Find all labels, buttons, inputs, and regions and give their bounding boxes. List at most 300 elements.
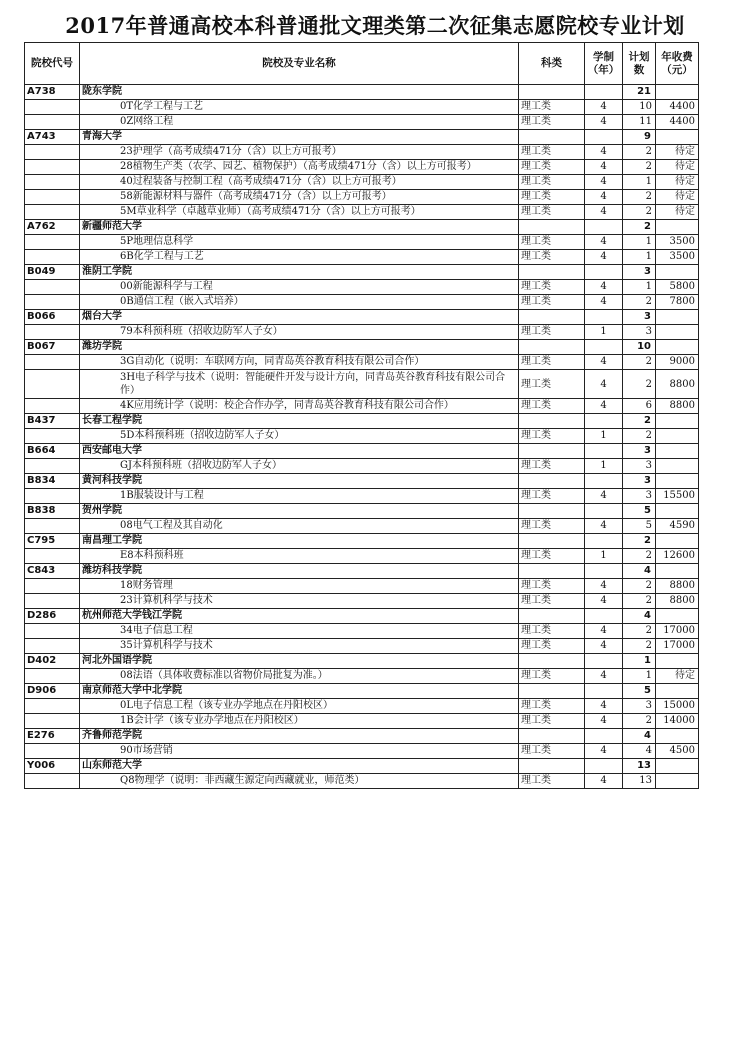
major-name: 0Z网络工程 [80,115,519,130]
school-code: D402 [25,654,80,669]
major-duration: 1 [585,429,623,444]
major-plan: 6 [623,399,656,414]
school-fee-empty [656,265,699,280]
major-plan: 2 [623,594,656,609]
school-name: 南京师范大学中北学院 [80,684,519,699]
school-duration-empty [585,414,623,429]
major-row [25,190,699,205]
major-code-empty [25,160,80,175]
major-fee: 7800 [656,295,699,310]
major-category: 理工类 [519,429,585,444]
major-name: 5P地理信息科学 [80,235,519,250]
major-duration: 4 [585,355,623,370]
major-category: 理工类 [519,235,585,250]
school-total-plan: 2 [623,220,656,235]
school-fee-empty [656,684,699,699]
school-duration-empty [585,85,623,100]
major-plan: 2 [623,355,656,370]
major-code-empty [25,549,80,564]
major-name: 0B通信工程（嵌入式培养） [80,295,519,310]
major-plan: 2 [623,639,656,654]
major-row [25,205,699,220]
school-code: E276 [25,729,80,744]
major-fee: 待定 [656,190,699,205]
school-name: 长春工程学院 [80,414,519,429]
school-row [25,759,699,774]
major-name: 40过程装备与控制工程（高考成绩471分（含）以上方可报考） [80,175,519,190]
major-duration: 4 [585,250,623,265]
school-row [25,504,699,519]
major-fee: 4590 [656,519,699,534]
major-code-empty [25,744,80,759]
major-fee: 3500 [656,250,699,265]
major-name: 5D本科预科班（招收边防军人子女） [80,429,519,444]
major-plan: 1 [623,280,656,295]
major-code-empty [25,355,80,370]
school-total-plan: 4 [623,609,656,624]
school-category-empty [519,474,585,489]
major-row [25,549,699,564]
school-row [25,220,699,235]
major-duration: 4 [585,160,623,175]
major-plan: 5 [623,519,656,534]
major-category: 理工类 [519,115,585,130]
major-duration: 4 [585,399,623,414]
major-plan: 1 [623,250,656,265]
major-code-empty [25,399,80,414]
major-code-empty [25,774,80,789]
major-duration: 4 [585,235,623,250]
major-name: GJ本科预科班（招收边防军人子女） [80,459,519,474]
school-row [25,564,699,579]
school-fee-empty [656,444,699,459]
major-duration: 4 [585,100,623,115]
major-duration: 4 [585,699,623,714]
major-row [25,594,699,609]
major-fee: 待定 [656,205,699,220]
school-total-plan: 9 [623,130,656,145]
major-plan: 1 [623,235,656,250]
major-code-empty [25,639,80,654]
school-duration-empty [585,340,623,355]
school-duration-empty [585,220,623,235]
school-name: 南昌理工学院 [80,534,519,549]
major-plan: 2 [623,624,656,639]
school-category-empty [519,444,585,459]
major-row [25,579,699,594]
major-category: 理工类 [519,549,585,564]
major-row [25,429,699,444]
major-fee: 4400 [656,115,699,130]
school-duration-empty [585,564,623,579]
major-duration: 4 [585,115,623,130]
major-category: 理工类 [519,519,585,534]
major-fee [656,429,699,444]
major-fee: 4500 [656,744,699,759]
school-fee-empty [656,130,699,145]
school-row [25,310,699,325]
school-category-empty [519,684,585,699]
major-duration: 1 [585,459,623,474]
school-fee-empty [656,759,699,774]
major-row [25,714,699,729]
major-category: 理工类 [519,325,585,340]
major-category: 理工类 [519,370,585,399]
major-plan: 13 [623,774,656,789]
major-duration: 4 [585,594,623,609]
school-duration-empty [585,729,623,744]
major-category: 理工类 [519,669,585,684]
school-total-plan: 1 [623,654,656,669]
school-name: 山东师范大学 [80,759,519,774]
school-code: D286 [25,609,80,624]
major-fee: 8800 [656,579,699,594]
major-row [25,325,699,340]
school-total-plan: 13 [623,759,656,774]
major-name: 1B服装设计与工程 [80,489,519,504]
page-title: 2017年普通高校本科普通批文理类第二次征集志愿院校专业计划 [65,13,685,38]
school-fee-empty [656,474,699,489]
major-name: 34电子信息工程 [80,624,519,639]
major-name: Q8物理学（说明：非西藏生源定向西藏就业，师范类） [80,774,519,789]
major-plan: 2 [623,145,656,160]
major-fee: 14000 [656,714,699,729]
major-plan: 2 [623,190,656,205]
major-code-empty [25,429,80,444]
major-duration: 4 [585,205,623,220]
major-duration: 1 [585,549,623,564]
school-category-empty [519,414,585,429]
major-category: 理工类 [519,624,585,639]
school-category-empty [519,564,585,579]
major-plan: 3 [623,699,656,714]
major-row [25,669,699,684]
major-name: 1B会计学（该专业办学地点在丹阳校区） [80,714,519,729]
major-category: 理工类 [519,639,585,654]
header-duration: 学制（年） [585,43,623,85]
major-category: 理工类 [519,399,585,414]
major-name: 08电气工程及其自动化 [80,519,519,534]
major-fee: 17000 [656,639,699,654]
major-row [25,399,699,414]
school-total-plan: 3 [623,310,656,325]
school-row [25,534,699,549]
major-duration: 4 [585,624,623,639]
major-plan: 2 [623,295,656,310]
school-category-empty [519,265,585,280]
major-fee: 3500 [656,235,699,250]
major-duration: 4 [585,579,623,594]
major-name: 79本科预科班（招收边防军人子女） [80,325,519,340]
major-code-empty [25,624,80,639]
school-duration-empty [585,474,623,489]
major-name: 0L电子信息工程（该专业办学地点在丹阳校区） [80,699,519,714]
major-fee: 5800 [656,280,699,295]
school-fee-empty [656,414,699,429]
school-duration-empty [585,504,623,519]
table-header-row [25,43,699,85]
school-fee-empty [656,609,699,624]
major-plan: 2 [623,429,656,444]
school-row [25,609,699,624]
major-duration: 4 [585,175,623,190]
major-fee: 9000 [656,355,699,370]
major-duration: 4 [585,295,623,310]
major-duration: 4 [585,370,623,399]
major-category: 理工类 [519,250,585,265]
major-name: 0T化学工程与工艺 [80,100,519,115]
major-duration: 4 [585,714,623,729]
major-category: 理工类 [519,190,585,205]
major-code-empty [25,459,80,474]
school-name: 陇东学院 [80,85,519,100]
school-row [25,85,699,100]
school-total-plan: 2 [623,414,656,429]
major-row [25,744,699,759]
major-name: 4K应用统计学（说明：校企合作办学，同青岛英谷教育科技有限公司合作） [80,399,519,414]
major-fee [656,459,699,474]
major-row [25,235,699,250]
school-name: 河北外国语学院 [80,654,519,669]
major-duration: 1 [585,325,623,340]
major-row [25,100,699,115]
major-category: 理工类 [519,459,585,474]
major-category: 理工类 [519,489,585,504]
school-code: B066 [25,310,80,325]
major-category: 理工类 [519,594,585,609]
major-name: 58新能源材料与器件（高考成绩471分（含）以上方可报考） [80,190,519,205]
school-code: B437 [25,414,80,429]
school-total-plan: 21 [623,85,656,100]
major-code-empty [25,519,80,534]
school-name: 潍坊科技学院 [80,564,519,579]
major-plan: 3 [623,325,656,340]
school-code: A762 [25,220,80,235]
major-code-empty [25,250,80,265]
header-code: 院校代号 [25,43,80,85]
school-category-empty [519,609,585,624]
school-duration-empty [585,609,623,624]
major-row [25,175,699,190]
major-name: E8本科预科班 [80,549,519,564]
major-fee: 8800 [656,399,699,414]
major-plan: 11 [623,115,656,130]
school-code: Y006 [25,759,80,774]
major-plan: 1 [623,669,656,684]
major-code-empty [25,280,80,295]
major-name: 28植物生产类（农学、园艺、植物保护）（高考成绩471分（含）以上方可报考） [80,160,519,175]
major-category: 理工类 [519,145,585,160]
major-duration: 4 [585,639,623,654]
major-name: 00新能源科学与工程 [80,280,519,295]
major-fee: 待定 [656,669,699,684]
table-body [25,85,699,789]
school-row [25,474,699,489]
school-fee-empty [656,85,699,100]
major-fee: 15000 [656,699,699,714]
school-duration-empty [585,444,623,459]
major-plan: 2 [623,714,656,729]
major-fee: 8800 [656,594,699,609]
major-code-empty [25,714,80,729]
major-duration: 4 [585,145,623,160]
major-plan: 2 [623,205,656,220]
school-category-empty [519,654,585,669]
major-row [25,250,699,265]
major-fee: 待定 [656,175,699,190]
major-code-empty [25,669,80,684]
major-duration: 4 [585,744,623,759]
school-total-plan: 10 [623,340,656,355]
major-plan: 2 [623,579,656,594]
school-name: 齐鲁师范学院 [80,729,519,744]
major-code-empty [25,295,80,310]
school-row [25,444,699,459]
school-name: 黄河科技学院 [80,474,519,489]
major-name: 35计算机科学与技术 [80,639,519,654]
school-name: 淮阴工学院 [80,265,519,280]
school-fee-empty [656,534,699,549]
major-row [25,774,699,789]
major-code-empty [25,325,80,340]
school-name: 青海大学 [80,130,519,145]
school-fee-empty [656,504,699,519]
school-duration-empty [585,265,623,280]
school-total-plan: 3 [623,444,656,459]
school-total-plan: 5 [623,504,656,519]
header-category: 科类 [519,43,585,85]
major-name: 90市场营销 [80,744,519,759]
major-plan: 2 [623,549,656,564]
major-duration: 4 [585,774,623,789]
school-row [25,729,699,744]
major-category: 理工类 [519,355,585,370]
school-row [25,654,699,669]
major-fee: 12600 [656,549,699,564]
major-duration: 4 [585,519,623,534]
school-duration-empty [585,310,623,325]
school-code: D906 [25,684,80,699]
major-category: 理工类 [519,205,585,220]
school-code: A743 [25,130,80,145]
major-duration: 4 [585,669,623,684]
major-row [25,370,699,399]
major-code-empty [25,235,80,250]
school-category-empty [519,534,585,549]
school-name: 杭州师范大学钱江学院 [80,609,519,624]
school-row [25,684,699,699]
school-duration-empty [585,130,623,145]
school-code: B664 [25,444,80,459]
major-fee: 15500 [656,489,699,504]
major-plan: 2 [623,160,656,175]
major-name: 3H电子科学与技术（说明：智能硬件开发与设计方向，同青岛英谷教育科技有限公司合作） [80,370,519,399]
major-fee: 待定 [656,145,699,160]
major-fee: 17000 [656,624,699,639]
major-name: 18财务管理 [80,579,519,594]
major-name: 23护理学（高考成绩471分（含）以上方可报考） [80,145,519,160]
school-fee-empty [656,654,699,669]
school-total-plan: 5 [623,684,656,699]
major-category: 理工类 [519,579,585,594]
major-code-empty [25,115,80,130]
header-plan: 计划数 [623,43,656,85]
major-row [25,624,699,639]
school-name: 潍坊学院 [80,340,519,355]
school-total-plan: 3 [623,474,656,489]
major-plan: 1 [623,175,656,190]
school-category-empty [519,220,585,235]
school-category-empty [519,310,585,325]
school-fee-empty [656,564,699,579]
school-code: B049 [25,265,80,280]
major-code-empty [25,699,80,714]
school-total-plan: 3 [623,265,656,280]
school-fee-empty [656,340,699,355]
school-code: C843 [25,564,80,579]
school-duration-empty [585,684,623,699]
school-total-plan: 2 [623,534,656,549]
major-row [25,699,699,714]
major-row [25,295,699,310]
school-row [25,414,699,429]
major-row [25,459,699,474]
school-fee-empty [656,310,699,325]
school-name: 新疆师范大学 [80,220,519,235]
major-code-empty [25,145,80,160]
school-total-plan: 4 [623,564,656,579]
major-duration: 4 [585,190,623,205]
school-category-empty [519,729,585,744]
major-code-empty [25,579,80,594]
school-name: 烟台大学 [80,310,519,325]
major-category: 理工类 [519,160,585,175]
major-plan: 4 [623,744,656,759]
major-plan: 3 [623,459,656,474]
major-duration: 4 [585,489,623,504]
major-row [25,355,699,370]
major-category: 理工类 [519,714,585,729]
school-name: 西安邮电大学 [80,444,519,459]
major-code-empty [25,190,80,205]
header-name: 院校及专业名称 [80,43,519,85]
major-fee: 待定 [656,160,699,175]
major-code-empty [25,100,80,115]
school-category-empty [519,340,585,355]
major-category: 理工类 [519,100,585,115]
school-category-empty [519,504,585,519]
major-fee [656,325,699,340]
major-row [25,489,699,504]
school-row [25,130,699,145]
major-name: 5M草业科学（卓越草业师）（高考成绩471分（含）以上方可报考） [80,205,519,220]
school-code: B834 [25,474,80,489]
school-category-empty [519,759,585,774]
major-code-empty [25,175,80,190]
major-name: 6B化学工程与工艺 [80,250,519,265]
school-fee-empty [656,729,699,744]
major-code-empty [25,205,80,220]
major-duration: 4 [585,280,623,295]
school-duration-empty [585,654,623,669]
school-row [25,340,699,355]
school-row [25,265,699,280]
major-name: 23计算机科学与技术 [80,594,519,609]
school-total-plan: 4 [623,729,656,744]
school-code: A738 [25,85,80,100]
major-fee: 4400 [656,100,699,115]
major-code-empty [25,489,80,504]
